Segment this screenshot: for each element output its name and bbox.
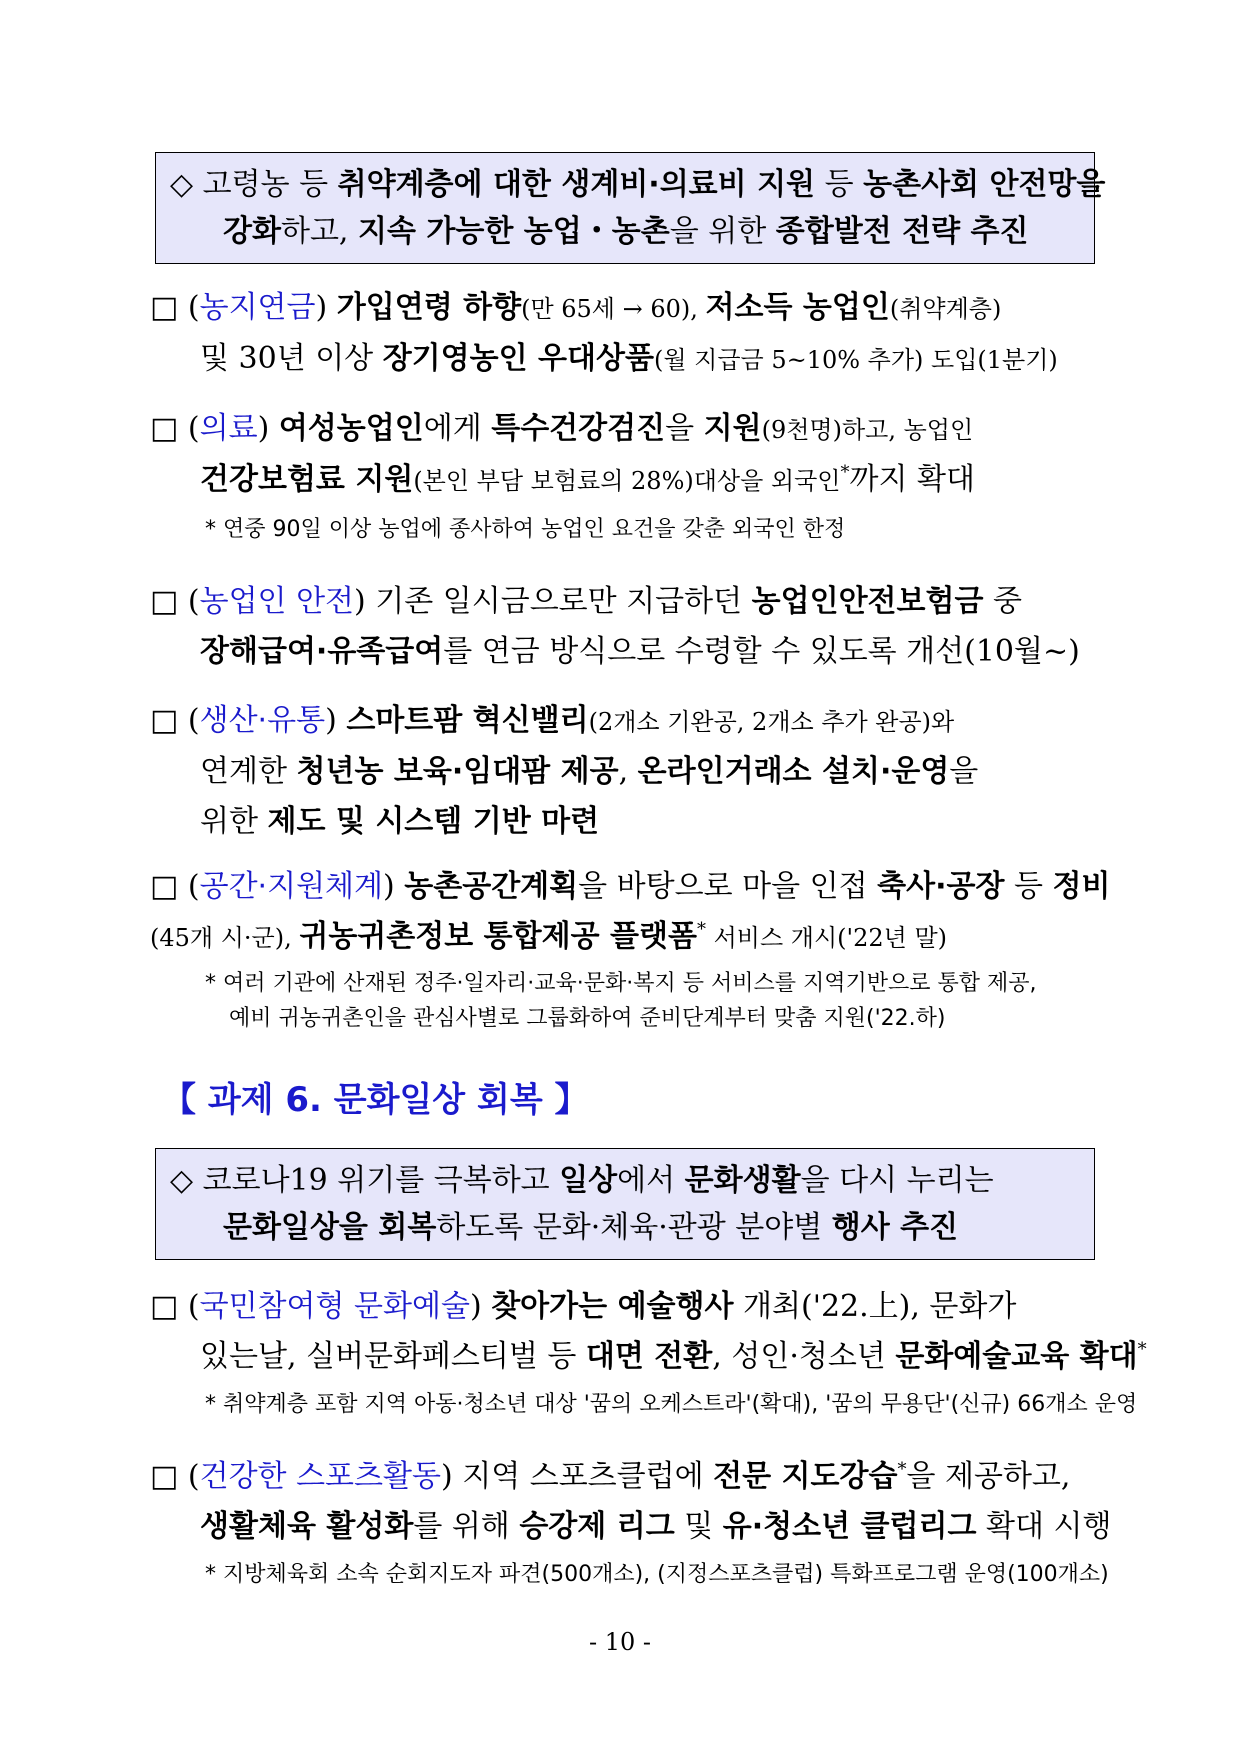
footnote: * 지방체육회 소속 순회지도자 파견(500개소), (지정스포츠클럽) 특화프로그램 운영(100개소) [205, 1562, 1109, 1587]
summary-line: 강화하고, 지속 가능한 농업・농촌을 위한 종합발전 전략 추진 [223, 214, 1029, 249]
bullet-item-farmland-pension: □ (농지연금) 가입연령 하향(만 65세 → 60), 저소득 농업인(취약계층) 및 30년 이상 장기영농인 우대상품(월 지급금 5~10% 추가) 도입(1분기) [150, 290, 1058, 376]
footnote: * 연중 90일 이상 농업에 종사하여 농업인 요건을 갖춘 외국인 한정 [205, 517, 846, 542]
bullet-item-culture-arts: □ (국민참여형 문화예술) 찾아가는 예술행사 개최('22.上), 문화가 있는날, 실버문화페스티벌 등 대면 전환, 성인·청소년 문화예술교육 확대* [150, 1289, 1147, 1374]
footnote: * 취약계층 포함 지역 아동·청소년 대상 '꿈의 오케스트라'(확대), '꿈의 무용단'(신규) 66개소 운영 [205, 1392, 1138, 1417]
footnote: * 여러 기관에 산재된 정주·일자리·교육·문화·복지 등 서비스를 지역기반으로 통합 제공, 예비 귀농귀촌인을 관심사별로 그룹화하여 준비단계부터 맞춤 지원('22.하) [205, 971, 1037, 1031]
summary-box-1 [155, 152, 1106, 264]
summary-line: ◇ 코로나19 위기를 극복하고 일상에서 문화생활을 다시 누리는 [170, 1163, 994, 1198]
summary-box-2 [155, 1148, 1095, 1260]
bullet-item-farmer-safety: □ (농업인 안전) 기존 일시금으로만 지급하던 농업인안전보험금 중 장해급여·유족급여를 연금 방식으로 수령할 수 있도록 개선(10월~) [150, 584, 1080, 669]
summary-line: 문화일상을 회복하도록 문화·체육·관광 분야별 행사 추진 [223, 1210, 959, 1245]
section-heading: 【 과제 6. 문화일상 회복 】 [162, 1080, 589, 1120]
page-number: - 10 - [588, 1628, 651, 1656]
bullet-item-sports: □ (건강한 스포츠활동) 지역 스포츠클럽에 전문 지도강습*을 제공하고, 생활체육 활성화를 위해 승강제 리그 및 유·청소년 클럽리그 확대 시행 [150, 1459, 1112, 1544]
bullet-item-medical: □ (의료) 여성농업인에게 특수건강검진을 지원(9천명)하고, 농업인 건강보험료 지원(본인 부담 보험료의 28%)대상을 외국인*까지 확대 [150, 411, 975, 497]
bullet-item-production-distribution: □ (생산·유통) 스마트팜 혁신밸리(2개소 기완공, 2개소 추가 완공)와 연계한 청년농 보육·임대팜 제공, 온라인거래소 설치·운영을 위한 제도 및 시스템 기반 마련 [150, 703, 979, 839]
bullet-item-space-support: □ (공간·지원체계) 농촌공간계획을 바탕으로 마을 인접 축사·공장 등 정비 (45개 시·군), 귀농귀촌정보 통합제공 플랫폼* 서비스 개시('22년 말) [150, 869, 1111, 954]
summary-line: ◇ 고령농 등 취약계층에 대한 생계비·의료비 지원 등 농촌사회 안전망을 [170, 167, 1106, 202]
